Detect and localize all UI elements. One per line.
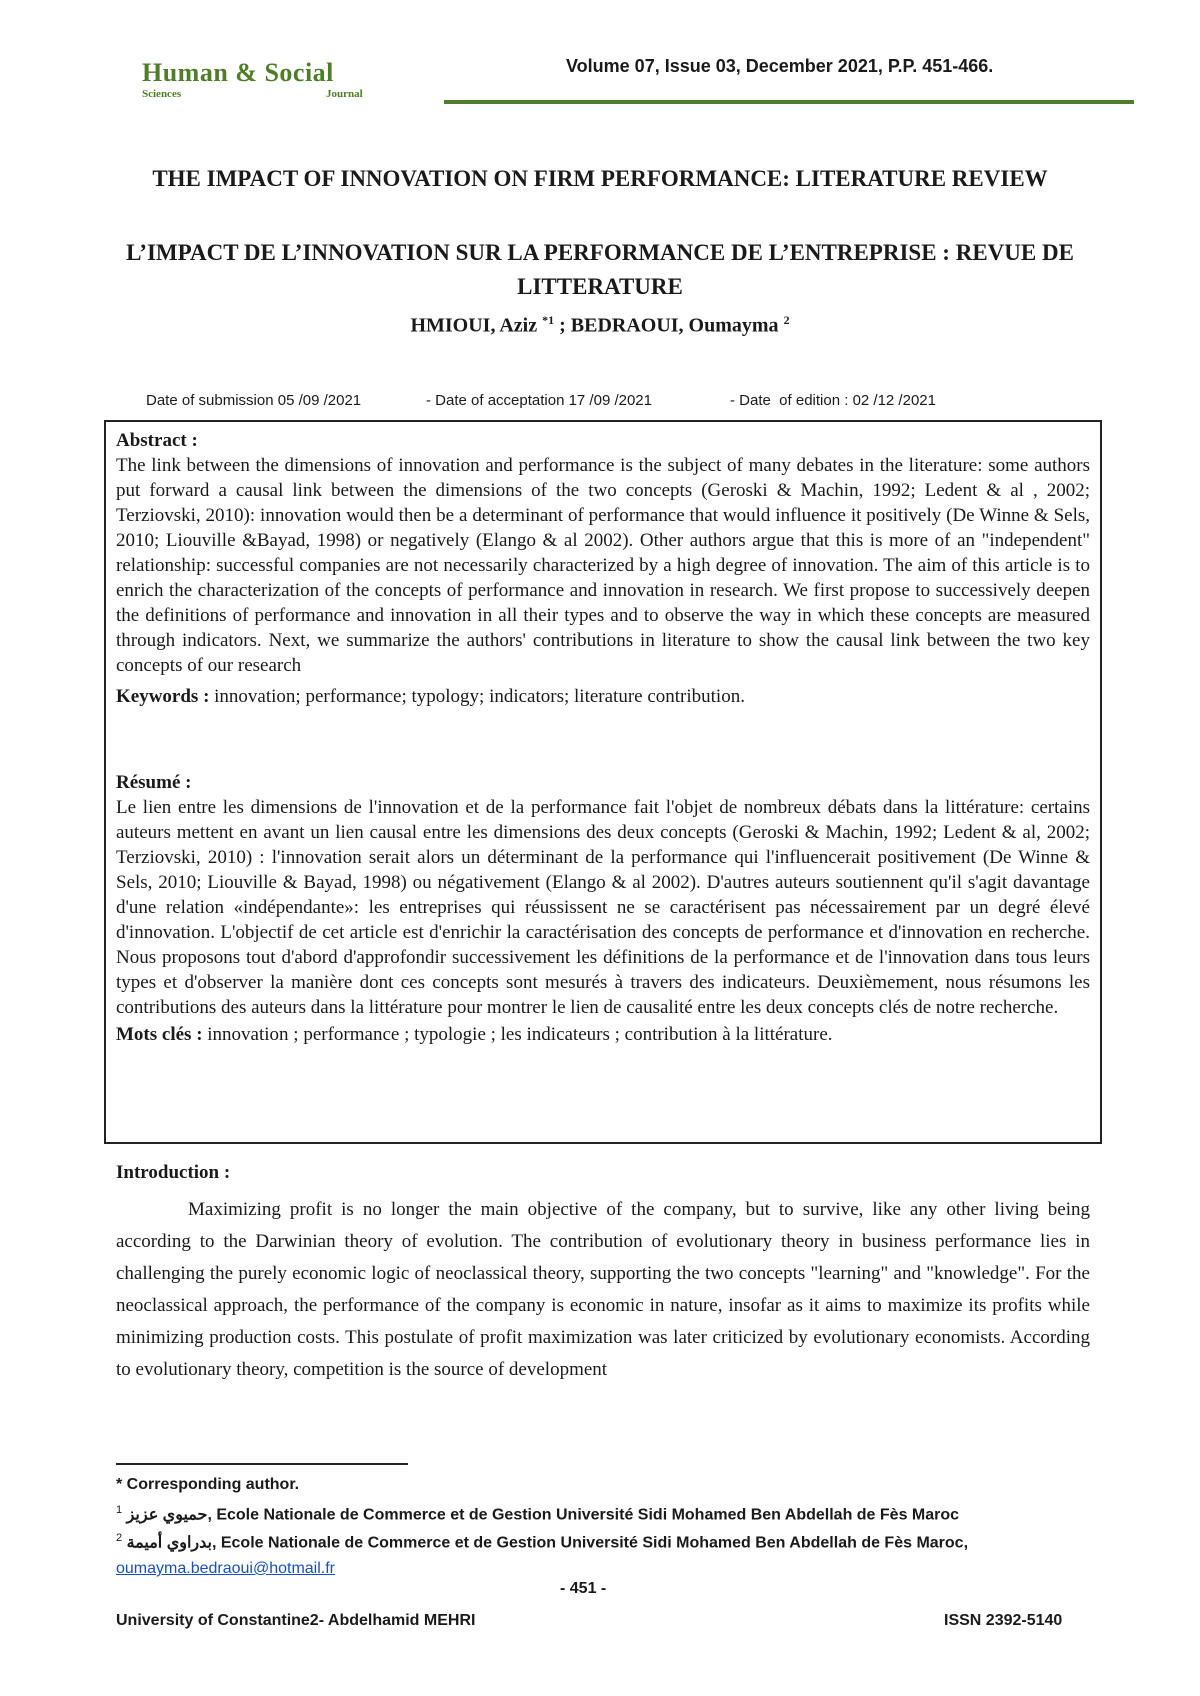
mots-cles-text: innovation ; performance ; typologie ; les indicateurs ; contribution à la littérature. — [202, 1024, 833, 1045]
resume-label: Résumé : — [116, 772, 192, 793]
date-acceptation: - Date of acceptation 17 /09 /2021 — [426, 392, 652, 409]
author-separator: ; — [554, 314, 571, 337]
footnote-2-text: , Ecole Nationale de Commerce et de Gestion Université Sidi Mohamed Ben Abdellah de Fès Maroc, — [211, 1534, 969, 1552]
abstract-label: Abstract : — [116, 430, 198, 451]
journal-logo-title: Human & Social — [142, 58, 334, 87]
author-2-mark: 2 — [783, 313, 790, 327]
keywords-text: innovation; performance; typology; indicators; literature contribution. — [209, 686, 745, 707]
journal-logo-sub-journal: Journal — [326, 88, 363, 100]
header-rule — [444, 100, 1134, 104]
abstract-section — [116, 428, 1090, 709]
footer-issn: ISSN 2392-5140 — [944, 1612, 1063, 1629]
footnote-corresponding: * Corresponding author. — [116, 1476, 300, 1493]
footer-university: University of Constantine2- Abdelhamid MEHRI — [116, 1612, 476, 1629]
resume-text: Le lien entre les dimensions de l'innovation et de la performance fait l'objet de nombreux débats dans la littérature: certains auteurs mettent en avant un lien causal entre les dimensions des deux concepts (Geroski & Machin, 1992; Ledent & al, 2002; Terziovski, 2010) : l'innovation serait alors un déterminant de la performance qui l'influencerait positivement (De Winne & Sels, 2010; Liouville & Bayad, 1998) ou négativement (Elango & al 2002). D'autres auteurs soutiennent qu'il s'agit davantage d'une relation «indépendante»: les entreprises qui réussissent ne se caractérisent pas nécessairement par un degré élevé d'innovation. L'objectif de cet article est d'enrichir la caractérisation des concepts de performance et d'innovation en recherche. Nous proposons tout d'abord d'approfondir successivement les définitions de la performance et de l'innovation dans tous leurs types et d'observer la manière dont ces concepts sont mesurés à travers des indicateurs. Deuxièmement, nous résumons les contributions des auteurs dans la littérature pour montrer le lien de causalité entre les deux concepts clés de notre recherche. — [116, 797, 1090, 1018]
introduction-text: Maximizing profit is no longer the main objective of the company, but to survive, like any other living being according to the Darwinian theory of evolution. The contribution of evolutionary theory in business performance lies in challenging the purely economic logic of neoclassical theory, supporting the two concepts "learning" and "knowledge". For the neoclassical approach, the performance of the company is economic in nature, insofar as it aims to maximize its profits while minimizing production costs. This postulate of profit maximization was later criticized by evolutionary economists. According to evolutionary theory, competition is the source of development — [116, 1199, 1090, 1380]
footnote-2-arabic: بدراوي أميمة — [126, 1534, 212, 1552]
date-edition: - Date of edition : 02 /12 /2021 — [730, 392, 936, 409]
abstract-text: The link between the dimensions of innovation and performance is the subject of many debates in the literature: some authors put forward a causal link between the dimensions of the two concepts (Geroski & Machin, 1992; Ledent & al , 2002; Terziovski, 2010): innovation would then be a determinant of performance that would influence it positively (De Winne & Sels, 2010; Liouville &Bayad, 1998) or negatively (Elango & al 2002). Other authors argue that this is more of an "independent" relationship: successful companies are not necessarily characterized by a high degree of innovation. The aim of this article is to enrich the characterization of the concepts of performance and innovation in research. We first propose to successively deepen the definitions of performance and innovation in all their types and to observe the way in which these concepts are measured through indicators. Next, we summarize the authors' contributions in literature to show the causal link between the two key concepts of our research — [116, 455, 1090, 676]
date-submission: Date of submission 05 /09 /2021 — [146, 392, 362, 409]
footnote-1-arabic: حميوي عزيز — [126, 1506, 208, 1524]
keywords-label: Keywords : — [116, 686, 210, 707]
title-english: THE IMPACT OF INNOVATION ON FIRM PERFORMANCE: LITERATURE REVIEW — [152, 166, 1048, 191]
author-1-mark: *1 — [542, 313, 555, 327]
page-number: - 451 - — [560, 1580, 607, 1597]
footnote-1-text: , Ecole Nationale de Commerce et de Gestion Université Sidi Mohamed Ben Abdellah de Fès Maroc — [207, 1506, 960, 1524]
footnote-1-mark: 1 — [116, 1504, 123, 1516]
resume-section — [116, 770, 1090, 1047]
volume-info: Volume 07, Issue 03, December 2021, P.P. 451-466. — [566, 56, 994, 76]
author-line — [110, 313, 1090, 338]
footnote-2 — [116, 1532, 968, 1552]
author-email-link[interactable]: oumayma.bedraoui@hotmail.fr — [116, 1560, 336, 1577]
footnote-1 — [116, 1504, 959, 1524]
introduction-heading: Introduction : — [116, 1162, 231, 1183]
journal-logo-sub-sciences: Sciences — [142, 88, 182, 100]
title-french: L’IMPACT DE L’INNOVATION SUR LA PERFORMANCE DE L’ENTREPRISE : REVUE DE LITTERATURE — [126, 240, 1074, 299]
footnote-2-mark: 2 — [116, 1532, 123, 1544]
footnote-rule — [116, 1463, 408, 1465]
author-2: BEDRAOUI, Oumayma — [570, 314, 779, 337]
mots-cles-label: Mots clés : — [116, 1024, 203, 1045]
abstract-keywords — [116, 684, 1090, 709]
resume-keywords — [116, 1022, 1090, 1047]
author-1: HMIOUI, Aziz — [410, 314, 538, 337]
